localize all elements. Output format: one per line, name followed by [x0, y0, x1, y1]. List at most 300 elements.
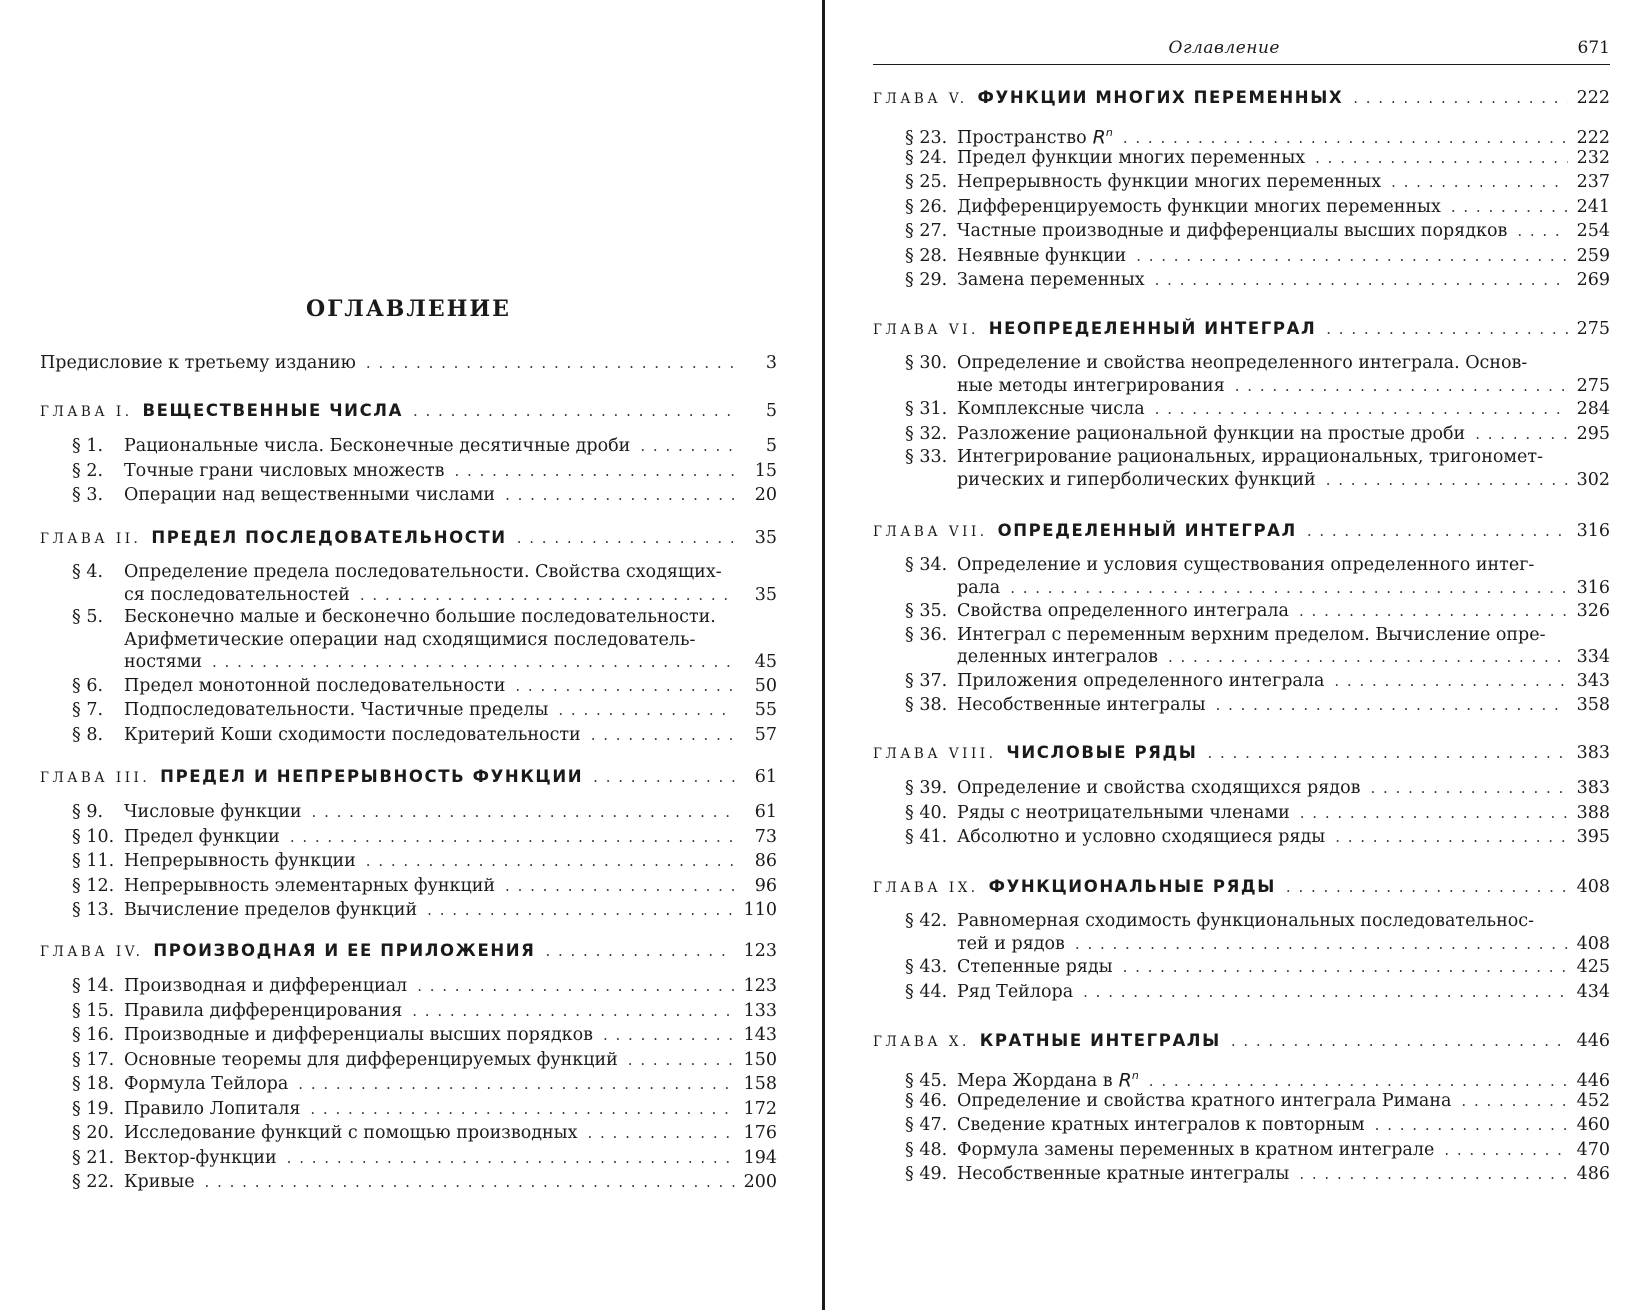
- section-number: § 14.: [72, 976, 115, 996]
- section-title: Определение и условия существования определенного интег-: [957, 555, 1535, 575]
- dot-leader: [517, 525, 735, 551]
- section-title: Вычисление пределов функций: [124, 900, 418, 920]
- toc-entry: [873, 121, 1610, 149]
- section-page: 254: [1576, 221, 1610, 241]
- section-title: Непрерывность элементарных функций: [124, 875, 496, 896]
- section-title: Дифференцируемость функции многих переменных: [957, 196, 1441, 217]
- toc-entry: [40, 1048, 777, 1073]
- dot-leader: [1370, 776, 1568, 801]
- section-number: § 36.: [905, 624, 948, 645]
- section-title: Пространство: [957, 128, 1087, 149]
- toc-entry: [873, 1064, 1610, 1092]
- chapter-block: [40, 398, 777, 508]
- section-number: § 48.: [905, 1139, 948, 1160]
- section-title: Приложения определенного интеграла: [957, 670, 1325, 691]
- chapter-label: ГЛАВА I.: [40, 404, 133, 420]
- toc-entry: [873, 801, 1610, 826]
- dot-leader: [1168, 646, 1568, 669]
- section-title: Свойства определенного интеграла: [957, 601, 1289, 621]
- toc-entry: [40, 459, 777, 484]
- section-title: Определение и свойства кратного интеграла Римана: [957, 1090, 1452, 1111]
- toc-entry: [873, 195, 1610, 220]
- section-title: Определение и свойства сходящихся рядов: [957, 778, 1361, 798]
- dot-leader: [1353, 85, 1568, 111]
- preface-title: Предисловие к третьему изданию: [40, 353, 356, 373]
- toc-entry: [873, 980, 1610, 1005]
- dot-leader: [1475, 422, 1568, 447]
- chapter-title: ФУНКЦИИ МНОГИХ ПЕРЕМЕННЫХ: [977, 88, 1344, 107]
- toc-entry: [873, 446, 1610, 469]
- section-number: § 30.: [905, 353, 948, 373]
- dot-leader: [505, 483, 735, 508]
- section-title: Рациональные числа. Бесконечные десятичные дроби: [124, 436, 631, 456]
- section-page: 61: [754, 802, 777, 822]
- section-number: § 12.: [72, 875, 115, 896]
- toc-entry: [40, 351, 777, 376]
- section-number: § 40.: [905, 802, 948, 823]
- section-title-line: тей и рядов: [957, 933, 1065, 954]
- toc-entry: [873, 1162, 1610, 1187]
- chapter-heading: [40, 398, 777, 424]
- toc-entry: [873, 776, 1610, 801]
- dot-leader: [366, 351, 735, 376]
- spacer: [873, 544, 1610, 554]
- dot-leader: [603, 1023, 735, 1048]
- section-title-line: ные методы интегрирования: [957, 375, 1225, 396]
- dot-leader: [558, 698, 735, 723]
- section-page: 5: [765, 436, 777, 456]
- toc-entry: [873, 146, 1610, 171]
- section-title-line: рических и гиперболических функций: [957, 469, 1316, 490]
- dot-leader: [1375, 1113, 1568, 1138]
- dot-leader: [1216, 693, 1568, 718]
- dot-leader: [1461, 1089, 1568, 1114]
- section-page: 96: [754, 875, 777, 896]
- chapter-label: ГЛАВА III.: [40, 770, 151, 786]
- math-base: R: [1118, 1069, 1132, 1092]
- preface-page: 3: [765, 353, 777, 373]
- section-page: 50: [754, 675, 777, 696]
- toc-entry: [873, 422, 1610, 447]
- section-page: 408: [1576, 933, 1610, 954]
- math-exponent: n: [1105, 126, 1113, 139]
- dot-leader: [298, 1072, 735, 1097]
- section-number: § 15.: [72, 1000, 115, 1021]
- toc-entry: [873, 352, 1610, 375]
- section-page: 334: [1576, 647, 1610, 667]
- section-number: § 16.: [72, 1025, 115, 1045]
- dot-leader: [312, 800, 735, 825]
- dot-leader: [366, 849, 735, 874]
- section-number: § 46.: [905, 1090, 948, 1111]
- toc-entry: [40, 849, 777, 874]
- section-title: Интеграл с переменным верхним пределом. Вычисление опре-: [957, 624, 1546, 645]
- chapter-title: ПРОИЗВОДНАЯ И ЕЕ ПРИЛОЖЕНИЯ: [153, 941, 536, 960]
- section-title-line: деленных интегралов: [957, 647, 1158, 667]
- dot-leader: [1207, 740, 1568, 766]
- section-title: Несобственные кратные интегралы: [957, 1164, 1290, 1184]
- chapter-heading: [40, 525, 777, 551]
- section-number: § 5.: [72, 607, 104, 627]
- chapter-heading: [873, 874, 1610, 900]
- chapter-heading: [873, 740, 1610, 766]
- section-number: § 28.: [905, 245, 948, 266]
- chapter-page: 383: [1576, 743, 1610, 763]
- chapter-page: 316: [1576, 521, 1610, 541]
- section-title: Числовые функции: [124, 802, 302, 822]
- section-number: § 49.: [905, 1164, 948, 1184]
- dot-leader: [1231, 1028, 1568, 1054]
- section-number: § 24.: [905, 147, 948, 168]
- dot-leader: [1315, 146, 1568, 171]
- toc-entry: [40, 999, 777, 1024]
- toc-entry: [40, 674, 777, 699]
- section-title-line: рала: [957, 577, 1001, 598]
- toc-entry-continued: [873, 933, 1610, 956]
- dot-leader: [1299, 599, 1568, 624]
- section-page: 284: [1576, 399, 1610, 419]
- section-title: Мера Жордана в: [957, 1071, 1113, 1092]
- section-number: § 6.: [72, 675, 104, 696]
- section-title: Производные и дифференциалы высших порядков: [124, 1025, 593, 1045]
- dot-leader: [515, 674, 735, 699]
- chapter-label: ГЛАВА VI.: [873, 322, 979, 338]
- section-title-line: ся последовательностей: [124, 584, 350, 605]
- dot-leader: [1299, 1162, 1568, 1187]
- section-title: Вектор-функции: [124, 1147, 277, 1168]
- chapter-label: ГЛАВА VIII.: [873, 746, 997, 762]
- section-number: § 11.: [72, 851, 115, 871]
- section-number: § 44.: [905, 981, 948, 1002]
- dot-leader: [212, 651, 735, 674]
- section-page: 172: [743, 1098, 777, 1119]
- section-page: 150: [743, 1049, 777, 1070]
- dot-leader: [1334, 669, 1568, 694]
- chapter-heading: [873, 85, 1610, 111]
- section-page: 343: [1576, 670, 1610, 691]
- section-number: § 35.: [905, 601, 948, 621]
- dot-leader: [1391, 170, 1568, 195]
- toc-entry: [40, 1170, 777, 1195]
- spacer: [40, 424, 777, 434]
- section-number: § 38.: [905, 695, 948, 715]
- section-number: § 17.: [72, 1049, 115, 1070]
- chapter-page: 408: [1576, 877, 1610, 897]
- dot-leader: [1335, 825, 1568, 850]
- page-number: 671: [1577, 38, 1610, 58]
- dot-leader: [290, 825, 735, 850]
- section-number: § 8.: [72, 724, 104, 745]
- toc-entry: [873, 1089, 1610, 1114]
- toc-entry: [40, 1023, 777, 1048]
- book-spine: [822, 0, 825, 1310]
- section-number: § 27.: [905, 221, 948, 241]
- dot-leader: [412, 999, 735, 1024]
- preface-entry: [40, 351, 777, 376]
- spacer: [873, 111, 1610, 121]
- chapter-heading: [873, 518, 1610, 544]
- toc-entry: [873, 825, 1610, 850]
- chapter-page: 123: [743, 941, 777, 961]
- section-title: Формула Тейлора: [124, 1074, 289, 1094]
- toc-entry: [873, 219, 1610, 244]
- spacer: [40, 790, 777, 800]
- toc-entry: [40, 974, 777, 999]
- chapter-block: [873, 316, 1610, 491]
- section-page: 326: [1576, 601, 1610, 621]
- section-page: 194: [743, 1147, 777, 1168]
- section-page: 269: [1576, 270, 1610, 290]
- section-title: Степенные ряды: [957, 957, 1113, 977]
- section-page: 460: [1576, 1115, 1610, 1135]
- section-number: § 18.: [72, 1074, 115, 1094]
- section-number: § 25.: [905, 172, 948, 192]
- chapter-title: ВЕЩЕСТВЕННЫЕ ЧИСЛА: [142, 401, 403, 420]
- section-page: 45: [754, 652, 777, 672]
- dot-leader: [591, 723, 735, 748]
- chapter-page: 5: [765, 401, 777, 421]
- chapter-title: ФУНКЦИОНАЛЬНЫЕ РЯДЫ: [988, 877, 1276, 896]
- section-page: 200: [743, 1172, 777, 1192]
- section-number: § 37.: [905, 670, 948, 691]
- section-page: 383: [1576, 778, 1610, 798]
- toc-entry: [40, 874, 777, 899]
- spacer: [873, 342, 1610, 352]
- section-title: Непрерывность функции: [124, 851, 356, 871]
- section-title: Неявные функции: [957, 245, 1127, 266]
- chapter-block: [873, 1028, 1610, 1187]
- dot-leader: [1155, 397, 1568, 422]
- section-page: 222: [1576, 128, 1610, 149]
- toc-entry-continued: [40, 629, 777, 652]
- section-page: 123: [743, 976, 777, 996]
- toc-entry-continued: [873, 646, 1610, 669]
- section-title: Точные грани числовых множеств: [124, 460, 445, 481]
- section-page: 295: [1576, 423, 1610, 444]
- chapter-heading: [40, 938, 777, 964]
- dot-leader: [1326, 469, 1568, 492]
- math-exponent: n: [1131, 1069, 1139, 1082]
- toc-entry: [40, 1121, 777, 1146]
- dot-leader: [427, 898, 735, 923]
- dot-leader: [505, 874, 735, 899]
- section-title: Предел монотонной последовательности: [124, 675, 506, 696]
- toc-entry: [40, 800, 777, 825]
- section-page: 158: [743, 1074, 777, 1094]
- math-base: R: [1092, 126, 1106, 149]
- section-page: 425: [1576, 957, 1610, 977]
- section-title: Интегрирование рациональных, иррациональных, тригономет-: [957, 447, 1543, 467]
- spacer: [40, 551, 777, 561]
- section-title: Комплексные числа: [957, 399, 1145, 419]
- dot-leader: [640, 434, 735, 459]
- section-page: 275: [1576, 375, 1610, 396]
- toc-entry-continued: [873, 375, 1610, 398]
- section-number: § 43.: [905, 957, 948, 977]
- dot-leader: [287, 1146, 735, 1171]
- section-title: Несобственные интегралы: [957, 695, 1206, 715]
- chapter-title: ПРЕДЕЛ И НЕПРЕРЫВНОСТЬ ФУНКЦИИ: [160, 767, 584, 786]
- chapter-title: ЧИСЛОВЫЕ РЯДЫ: [1006, 743, 1198, 762]
- toc-entry: [873, 554, 1610, 577]
- chapter-title: ОПРЕДЕЛЕННЫЙ ИНТЕГРАЛ: [997, 521, 1297, 540]
- section-title: Частные производные и дифференциалы высших порядков: [957, 221, 1508, 241]
- dot-leader: [1010, 577, 1568, 600]
- section-page: 486: [1576, 1164, 1610, 1184]
- section-number: § 32.: [905, 423, 948, 444]
- section-page: 259: [1576, 245, 1610, 266]
- section-page: 452: [1576, 1090, 1610, 1111]
- dot-leader: [417, 974, 735, 999]
- toc-entry-continued: [873, 469, 1610, 492]
- section-page: 316: [1576, 577, 1610, 598]
- toc-entry: [873, 624, 1610, 647]
- toc-entry: [40, 1146, 777, 1171]
- chapter-block: [873, 874, 1610, 1004]
- section-number: § 39.: [905, 778, 948, 798]
- toc-entry: [40, 1097, 777, 1122]
- chapter-block: [873, 518, 1610, 718]
- section-page: 35: [754, 584, 777, 605]
- section-page: 241: [1576, 196, 1610, 217]
- spacer: [873, 1054, 1610, 1064]
- section-number: § 20.: [72, 1123, 115, 1143]
- chapter-title: КРАТНЫЕ ИНТЕГРАЛЫ: [979, 1031, 1221, 1050]
- section-number: § 33.: [905, 447, 948, 467]
- section-title: Правила дифференцирования: [124, 1000, 403, 1021]
- section-number: § 31.: [905, 399, 948, 419]
- section-number: § 9.: [72, 802, 104, 822]
- section-page: 133: [743, 1000, 777, 1021]
- section-page: 110: [743, 900, 777, 920]
- dot-leader: [1136, 244, 1568, 269]
- toc-entry: [40, 606, 777, 629]
- toc-entry: [873, 599, 1610, 624]
- chapter-block: [40, 938, 777, 1195]
- dot-leader: [455, 459, 736, 484]
- dot-leader: [205, 1170, 735, 1195]
- section-number: § 7.: [72, 700, 104, 720]
- section-page: 86: [754, 851, 777, 871]
- section-title: Предел функции: [124, 826, 280, 847]
- toc-entry: [873, 669, 1610, 694]
- dot-leader: [310, 1097, 735, 1122]
- section-number: § 23.: [905, 128, 948, 149]
- toc-entry: [873, 397, 1610, 422]
- toc-entry: [40, 723, 777, 748]
- chapter-page: 446: [1576, 1031, 1610, 1051]
- section-page: 470: [1576, 1139, 1610, 1160]
- section-page: 57: [754, 724, 777, 745]
- section-title: Ряд Тейлора: [957, 981, 1074, 1002]
- section-number: § 45.: [905, 1071, 948, 1092]
- dot-leader: [1155, 268, 1568, 293]
- section-page: 176: [743, 1123, 777, 1143]
- section-title: Абсолютно и условно сходящиеся ряды: [957, 827, 1326, 847]
- section-title: Непрерывность функции многих переменных: [957, 172, 1382, 192]
- section-title: Сведение кратных интегралов к повторным: [957, 1115, 1365, 1135]
- chapter-title: ПРЕДЕЛ ПОСЛЕДОВАТЕЛЬНОСТИ: [151, 528, 507, 547]
- toc-entry-continued: [40, 651, 777, 674]
- section-page: 358: [1576, 695, 1610, 715]
- section-number: § 10.: [72, 826, 115, 847]
- section-number: § 4.: [72, 562, 104, 582]
- chapter-label: ГЛАВА V.: [873, 91, 968, 107]
- toc-entry: [873, 1113, 1610, 1138]
- section-title: Кривые: [124, 1172, 195, 1192]
- chapter-label: ГЛАВА X.: [873, 1034, 970, 1050]
- toc-entry: [873, 910, 1610, 933]
- chapter-page: 222: [1576, 88, 1610, 108]
- section-title: Предел функции многих переменных: [957, 147, 1306, 168]
- toc-entry: [873, 693, 1610, 718]
- chapter-label: ГЛАВА IV.: [40, 944, 144, 960]
- toc-entry: [873, 268, 1610, 293]
- toc-entry-continued: [40, 584, 777, 607]
- section-title: Замена переменных: [957, 270, 1145, 290]
- dot-leader: [360, 584, 735, 607]
- chapter-heading: [40, 764, 777, 790]
- section-page: 73: [754, 826, 777, 847]
- dot-leader: [593, 764, 735, 790]
- dot-leader: [413, 398, 735, 424]
- dot-leader: [1235, 375, 1568, 398]
- chapter-block: [40, 764, 777, 923]
- chapter-page: 61: [754, 767, 777, 787]
- chapter-heading: [873, 1028, 1610, 1054]
- section-number: § 34.: [905, 555, 948, 575]
- section-title: Подпоследовательности. Частичные пределы: [124, 700, 549, 720]
- dot-leader: [1326, 316, 1568, 342]
- section-number: § 47.: [905, 1115, 948, 1135]
- section-title-line: ностями: [124, 652, 202, 672]
- section-title: Основные теоремы для дифференцируемых функций: [124, 1049, 618, 1070]
- section-title: Правило Лопиталя: [124, 1098, 301, 1119]
- chapter-title: НЕОПРЕДЕЛЕННЫЙ ИНТЕГРАЛ: [988, 319, 1317, 338]
- dot-leader: [628, 1048, 735, 1073]
- toc-entry: [40, 1072, 777, 1097]
- section-page: 20: [754, 485, 777, 505]
- section-page: 446: [1576, 1071, 1610, 1092]
- section-title: Исследование функций с помощью производных: [124, 1123, 578, 1143]
- dot-leader: [1444, 1138, 1568, 1163]
- section-title: Формула замены переменных в кратном интеграле: [957, 1139, 1435, 1160]
- section-title-line: Арифметические операции над сходящимися последователь-: [124, 629, 696, 650]
- section-title: Производная и дифференциал: [124, 976, 408, 996]
- toc-entry: [40, 698, 777, 723]
- toc-entry: [40, 561, 777, 584]
- section-title: Равномерная сходимость функциональных последовательнос-: [957, 911, 1534, 931]
- dot-leader: [1075, 933, 1568, 956]
- toc-entry-continued: [873, 577, 1610, 600]
- dot-leader: [1083, 980, 1568, 1005]
- chapter-label: ГЛАВА IX.: [873, 880, 979, 896]
- section-number: § 22.: [72, 1172, 115, 1192]
- toc-entry: [40, 483, 777, 508]
- section-page: 143: [743, 1025, 777, 1045]
- dot-leader: [1307, 518, 1568, 544]
- section-number: § 42.: [905, 911, 948, 931]
- section-page: 395: [1576, 827, 1610, 847]
- dot-leader: [1517, 219, 1568, 244]
- chapter-block: [873, 85, 1610, 293]
- section-title: Ряды с неотрицательными членами: [957, 802, 1290, 823]
- chapter-page: 275: [1576, 319, 1610, 339]
- section-title: Критерий Коши сходимости последовательности: [124, 724, 581, 745]
- section-page: 15: [754, 460, 777, 481]
- dot-leader: [1300, 801, 1568, 826]
- chapter-label: ГЛАВА II.: [40, 531, 142, 547]
